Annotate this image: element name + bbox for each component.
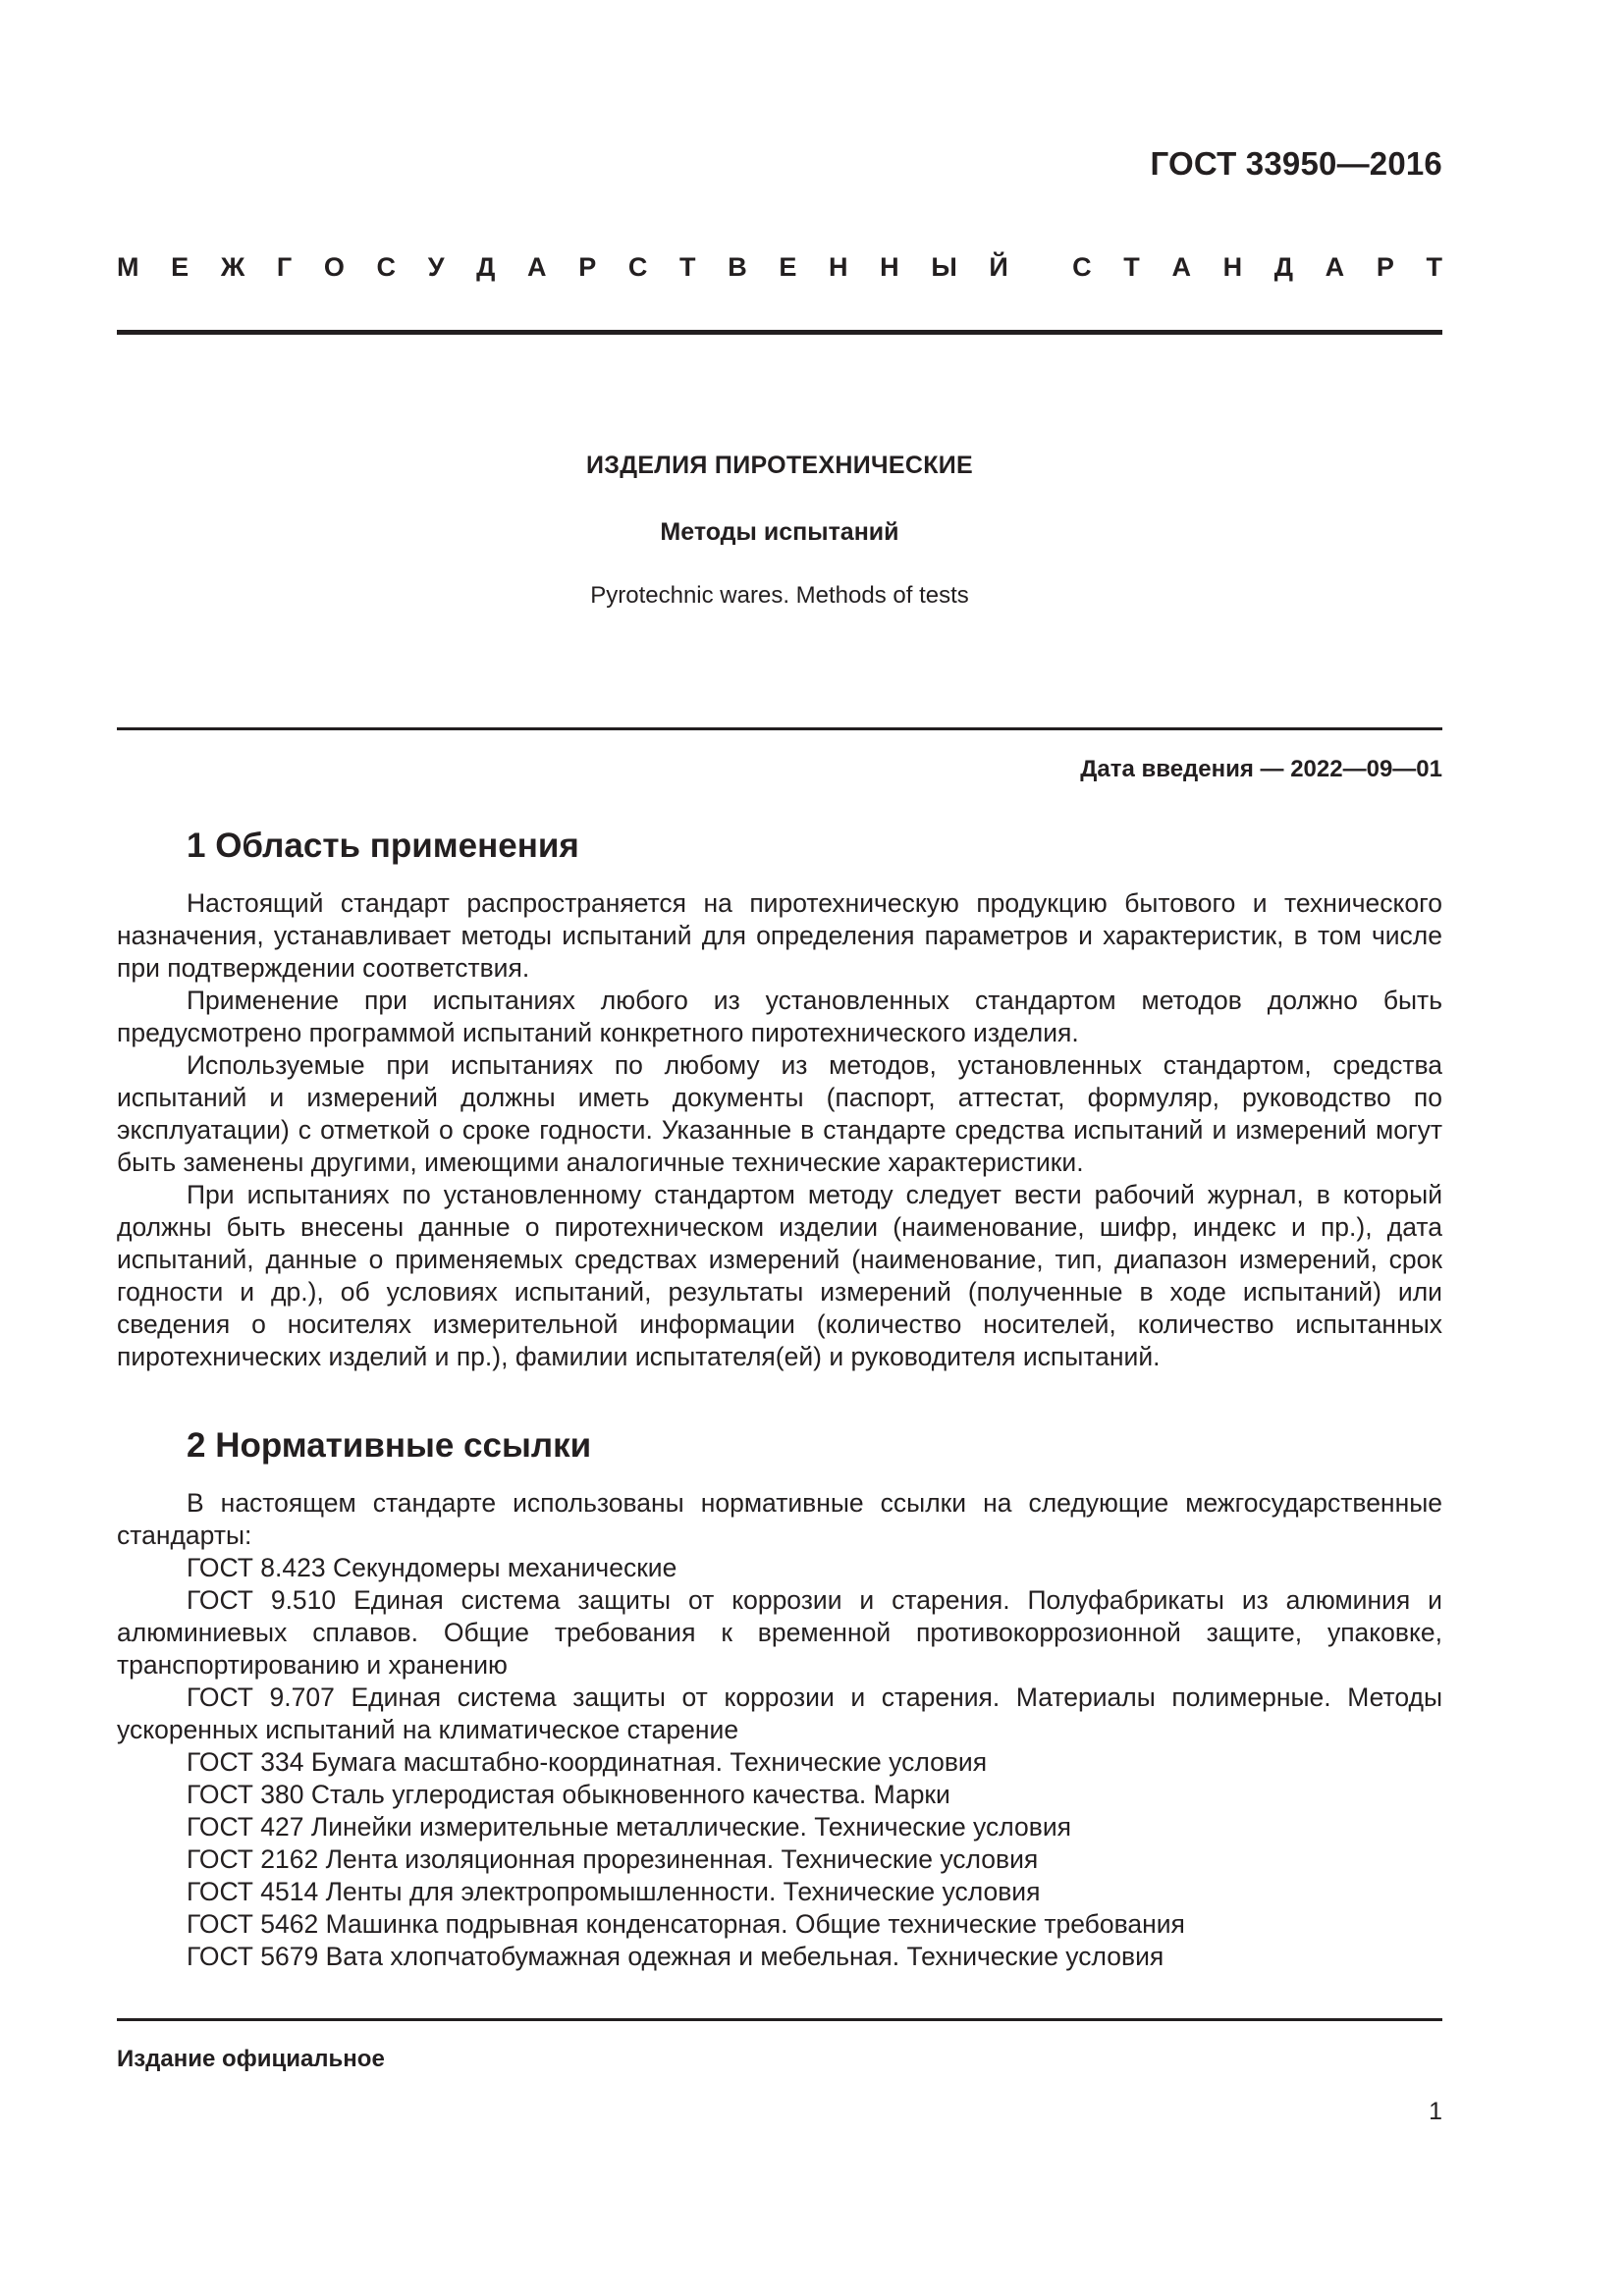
banner-letter: Й [989,252,1008,282]
banner-letter: О [323,252,345,282]
reference-item: ГОСТ 4514 Ленты для электропромышленности. Технические условия [187,1877,1041,1906]
banner-letter: Г [276,252,293,282]
header-rule [117,330,1442,335]
banner-letter: С [376,252,397,282]
banner-letter: Е [779,252,797,282]
title-rule [117,727,1442,730]
section-1-body [117,887,1442,1373]
banner-letter: А [1325,252,1345,282]
banner-letter: Н [829,252,848,282]
reference-item: ГОСТ 2162 Лента изоляционная прорезиненная. Технические условия [187,1844,1039,1874]
reference-item: ГОСТ 5679 Вата хлопчатобумажная одежная и мебельная. Технические условия [187,1942,1164,1971]
paragraph: При испытаниях по установленному стандартом методу следует вести рабочий журнал, в который должны быть внесены данные о пиротехническом изделии (наименование, шифр, индекс и пр.), дата испытаний, данные о применяемых средствах измерений (наименование, тип, диапазон измерений, срок годности и др.), об условиях испытаний, результаты измерений (полученные в ходе испытаний) или сведения о носителях измерительной информации (количество носителей, количество испытанных пиротехнических изделий и пр.), фамилии испытателя(ей) и руководителя испытаний. [117,1180,1442,1371]
banner-letter: Т [1426,252,1442,282]
paragraph: Настоящий стандарт распространяется на пиротехническую продукцию бытового и технического назначения, устанавливает методы испытаний для определения параметров и характеристик, в том числе при подтверждении соответствия. [117,888,1442,983]
gost-number: ГОСТ 33950—2016 [1150,145,1442,182]
banner-letter: Н [1222,252,1243,282]
banner-letter: Е [171,252,189,282]
section-1-heading: 1 Область применения [187,827,579,865]
banner-letter: Т [679,252,696,282]
banner-letter: Д [1273,252,1294,282]
banner-letter: Р [578,252,597,282]
banner-letter: Н [880,252,899,282]
banner-letter: А [1171,252,1191,282]
page-number: 1 [1429,2098,1442,2125]
reference-item: ГОСТ 9.510 Единая система защиты от коррозии и старения. Полуфабрикаты из алюминия и алюминиевых сплавов. Общие требования к временной противокоррозионной защите, упаковке, транспортированию и хранению [117,1585,1442,1680]
introduction-date: Дата введения — 2022—09—01 [1080,756,1442,782]
reference-item: ГОСТ 427 Линейки измерительные металлические. Технические условия [187,1812,1071,1842]
banner-letter: С [627,252,648,282]
paragraph: Применение при испытаниях любого из установленных стандартом методов должно быть предусмотрено программой испытаний конкретного пиротехнического изделия. [117,986,1442,1047]
banner-letter: Т [1123,252,1140,282]
document-english-title: Pyrotechnic wares. Methods of tests [590,582,969,609]
document-subtitle: Методы испытаний [660,518,899,546]
reference-item: ГОСТ 5462 Машинка подрывная конденсаторная. Общие технические требования [187,1909,1185,1939]
banner-letter: Р [1376,252,1394,282]
reference-item: ГОСТ 334 Бумага масштабно-координатная. Технические условия [187,1747,988,1777]
paragraph: В настоящем стандарте использованы нормативные ссылки на следующие межгосударственные стандарты: [117,1488,1442,1550]
banner-letter: М [117,252,139,282]
banner-letter: В [728,252,747,282]
banner-letter: Ж [220,252,245,282]
footer-rule [117,2018,1442,2021]
banner-letter: С [1072,252,1092,282]
official-edition-label: Издание официальное [117,2046,385,2072]
banner-letter: У [427,252,445,282]
section-2-body [117,1487,1442,1973]
interstate-standard-banner [117,252,1442,283]
reference-item: ГОСТ 8.423 Секундомеры механические [187,1553,677,1582]
banner-letter: Ы [931,252,957,282]
banner-letter: А [527,252,547,282]
reference-item: ГОСТ 9.707 Единая система защиты от коррозии и старения. Материалы полимерные. Методы ускоренных испытаний на климатическое старение [117,1682,1442,1744]
document-title: ИЗДЕЛИЯ ПИРОТЕХНИЧЕСКИЕ [585,452,973,479]
section-2-heading: 2 Нормативные ссылки [187,1426,592,1465]
paragraph: Используемые при испытаниях по любому из методов, установленных стандартом, средства испытаний и измерений должны иметь документы (паспорт, аттестат, формуляр, руководство по эксплуатации) с отметкой о сроке годности. Указанные в стандарте средства испытаний и измерений могут быть заменены другими, имеющими аналогичные технические характеристики. [117,1050,1442,1177]
banner-letter: Д [476,252,496,282]
reference-item: ГОСТ 380 Сталь углеродистая обыкновенного качества. Марки [187,1780,950,1809]
